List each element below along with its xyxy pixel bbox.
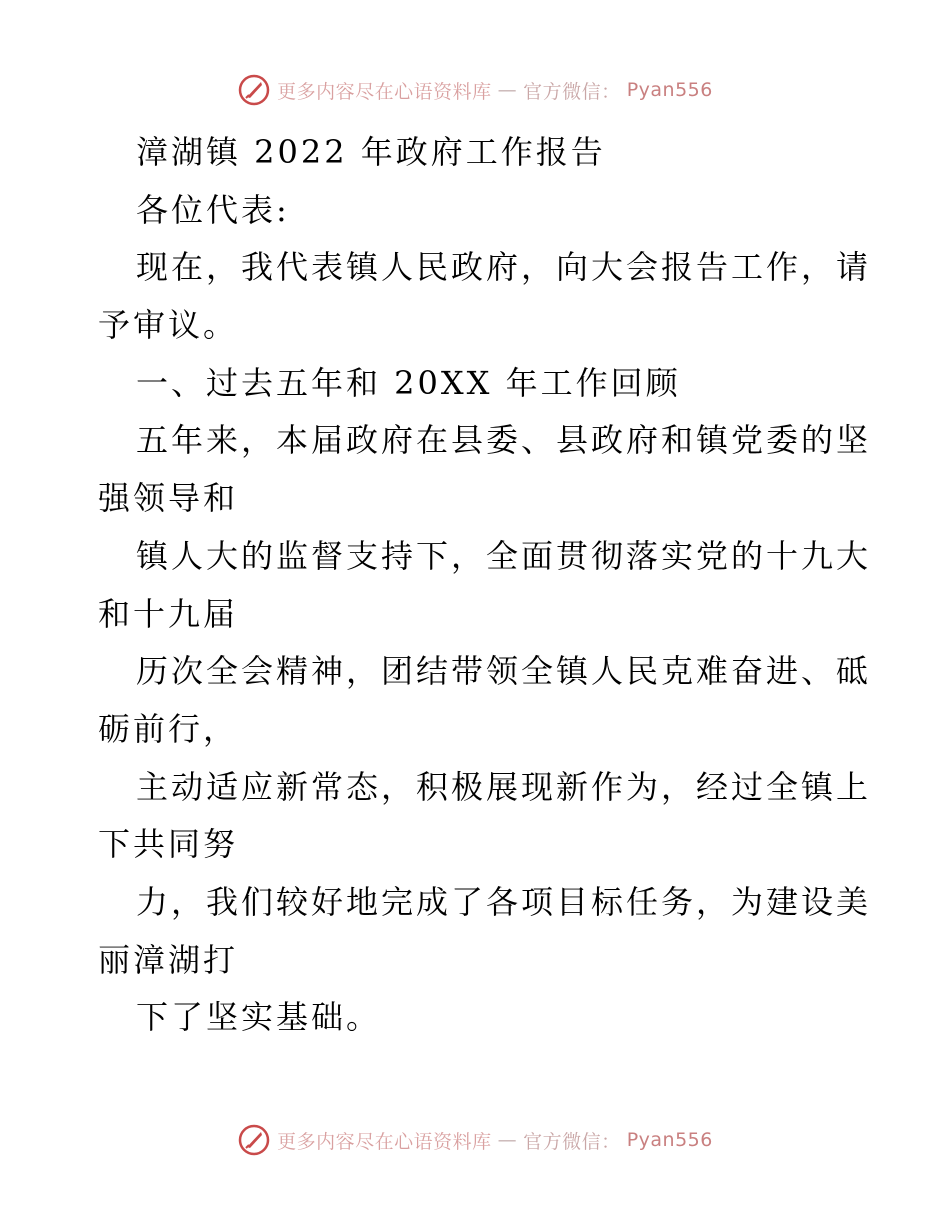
document-line: 砺前行，	[98, 709, 239, 748]
document-line: 强领导和	[98, 479, 239, 518]
watermark-contact-label: 官方微信：	[523, 1130, 621, 1153]
watermark-account: Pyan556	[626, 1129, 713, 1151]
document-line: 下共同努	[98, 825, 239, 864]
document-line: 历次全会精神，团结带领全镇人民克难奋进、砥	[136, 652, 872, 691]
watermark-footer	[0, 1120, 950, 1160]
watermark-account: Pyan556	[626, 79, 713, 101]
document-line: 镇人大的监督支持下，全面贯彻落实党的十九大	[136, 536, 872, 575]
document-line: 下了坚实基础。	[136, 998, 382, 1037]
quill-logo-icon	[237, 73, 271, 107]
watermark-separator: —	[497, 79, 518, 101]
quill-logo-icon	[237, 1123, 271, 1157]
watermark-text: 更多内容尽在心语资料库	[277, 80, 492, 103]
document-line: 五年来，本届政府在县委、县政府和镇党委的坚	[136, 421, 872, 460]
document-line: 各位代表:	[136, 190, 290, 229]
document-line: 主动适应新常态，积极展现新作为，经过全镇上	[136, 767, 872, 806]
document-body	[98, 124, 872, 1047]
document-line: 力，我们较好地完成了各项目标任务，为建设美	[136, 882, 872, 921]
document-line: 现在，我代表镇人民政府，向大会报告工作，请	[136, 248, 872, 287]
document-line: 和十九届	[98, 594, 239, 633]
document-line: 予审议。	[98, 306, 239, 345]
document-line: 丽漳湖打	[98, 940, 239, 979]
watermark-separator: —	[497, 1129, 518, 1151]
watermark-contact-label: 官方微信：	[523, 80, 621, 103]
watermark-text: 更多内容尽在心语资料库	[277, 1130, 492, 1153]
watermark-header	[0, 70, 950, 110]
document-line: 漳湖镇 2022 年政府工作报告	[136, 133, 606, 171]
document-line: 一、过去五年和 20XX 年工作回顾	[136, 363, 681, 402]
